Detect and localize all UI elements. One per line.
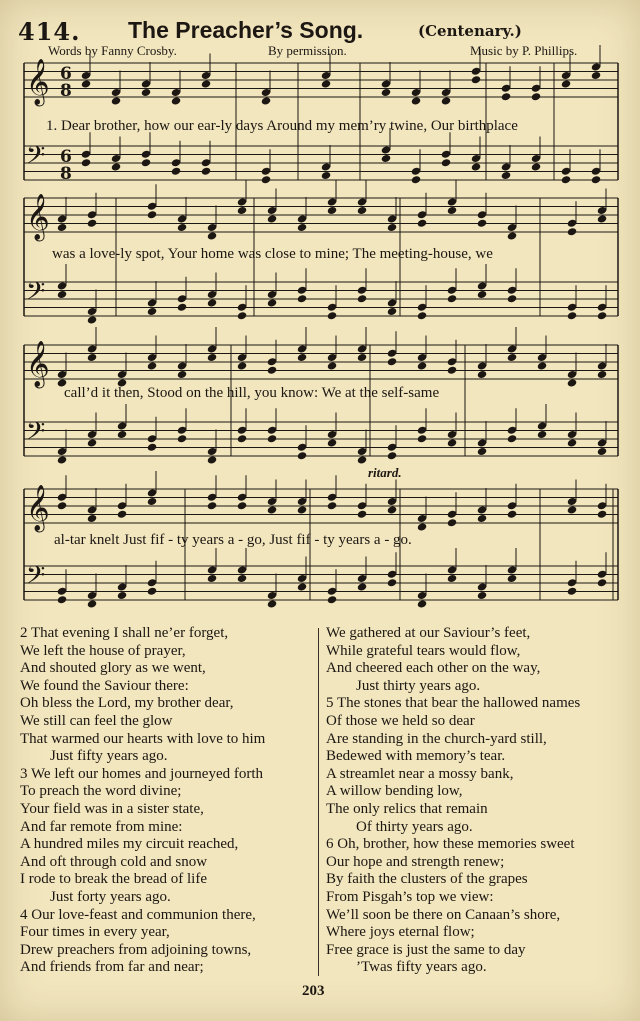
note-head xyxy=(87,315,98,324)
note-head xyxy=(177,434,188,443)
note-head xyxy=(597,214,608,223)
note-head xyxy=(267,366,278,375)
note-head xyxy=(417,522,428,531)
note-head xyxy=(477,514,488,523)
note-head xyxy=(597,447,608,456)
note-head xyxy=(147,307,158,316)
note-head xyxy=(567,311,578,320)
note-head xyxy=(297,451,308,460)
note-head xyxy=(507,574,518,583)
verse-line: And shouted glory as we went, xyxy=(20,660,206,677)
lyric-line-2: was a love-ly spot, Your home was close to mine; The meeting-house, we xyxy=(52,246,493,262)
note-head xyxy=(567,505,578,514)
note-head xyxy=(237,434,248,443)
note-head xyxy=(297,294,308,303)
verse-line: A streamlet near a mossy bank, xyxy=(326,765,514,782)
note-head xyxy=(537,430,548,439)
verse-line: Just fifty years ago. xyxy=(50,748,168,765)
note-head xyxy=(357,582,368,591)
note-head xyxy=(297,353,308,362)
note-head xyxy=(381,88,392,97)
verse-line: 3 We left our homes and journeyed forth xyxy=(20,765,264,782)
note-head xyxy=(561,79,572,88)
note-head xyxy=(111,162,122,171)
verse-line: Where joys eternal flow; xyxy=(326,924,475,941)
treble-clef-icon: 𝄞 xyxy=(26,485,50,531)
note-head xyxy=(597,578,608,587)
note-head xyxy=(567,378,578,387)
ritard-marking: ritard. xyxy=(368,465,402,480)
treble-clef-icon: 𝄞 xyxy=(26,59,50,105)
note-head xyxy=(597,510,608,519)
verse-line: Our hope and strength renew; xyxy=(326,853,505,870)
verse-line: Four times in every year, xyxy=(20,924,170,941)
note-head xyxy=(477,290,488,299)
note-head xyxy=(201,167,212,176)
note-head xyxy=(321,171,332,180)
note-head xyxy=(171,96,182,105)
note-head xyxy=(237,361,248,370)
note-head xyxy=(327,206,338,215)
page-number: 203 xyxy=(302,983,325,999)
verse-line: Oh bless the Lord, my brother dear, xyxy=(20,695,234,712)
treble-clef-icon: 𝄞 xyxy=(26,341,50,387)
verse-line: Just forty years ago. xyxy=(50,888,171,905)
note-head xyxy=(507,434,518,443)
note-head xyxy=(147,587,158,596)
verse-line: ’Twas fifty years ago. xyxy=(356,959,487,976)
note-head xyxy=(387,223,398,232)
bass-clef-icon: 𝄢 xyxy=(26,277,46,312)
note-head xyxy=(537,361,548,370)
verse-line: 5 The stones that bear the hallowed names xyxy=(326,695,581,712)
verses-right-column xyxy=(326,625,626,977)
note-head xyxy=(357,294,368,303)
tune-name: (Centenary.) xyxy=(418,22,522,40)
note-head xyxy=(87,219,98,228)
music-credit: Music by P. Phillips. xyxy=(470,43,578,58)
verses-left-column xyxy=(20,625,310,977)
note-head xyxy=(207,574,218,583)
time-signature-top: 6 xyxy=(60,64,72,84)
note-head xyxy=(477,219,488,228)
note-head xyxy=(327,311,338,320)
verse-line: Your field was in a sister state, xyxy=(20,800,204,817)
verse-line: Drew preachers from adjoining towns, xyxy=(20,941,252,958)
note-head xyxy=(357,455,368,464)
note-head xyxy=(531,92,542,101)
note-head xyxy=(57,290,68,299)
note-head xyxy=(411,96,422,105)
note-head xyxy=(207,298,218,307)
note-head xyxy=(501,171,512,180)
note-head xyxy=(471,162,482,171)
note-head xyxy=(357,510,368,519)
bass-clef-icon: 𝄢 xyxy=(26,141,46,176)
note-head xyxy=(447,574,458,583)
note-head xyxy=(597,370,608,379)
verse-line: While grateful tears would flow, xyxy=(326,642,521,659)
note-head xyxy=(477,591,488,600)
note-head xyxy=(267,505,278,514)
note-head xyxy=(447,294,458,303)
verse-line: A hundred miles my circuit reached, xyxy=(20,836,239,853)
note-head xyxy=(207,231,218,240)
note-head xyxy=(87,353,98,362)
note-head xyxy=(147,210,158,219)
note-head xyxy=(597,311,608,320)
note-head xyxy=(411,175,422,184)
note-head xyxy=(81,79,92,88)
verse-line: 2 That evening I shall ne’er forget, xyxy=(20,625,229,641)
note-head xyxy=(57,455,68,464)
note-head xyxy=(327,501,338,510)
note-head xyxy=(261,96,272,105)
note-head xyxy=(417,361,428,370)
verse-line: We left the house of prayer, xyxy=(20,642,186,659)
note-head xyxy=(267,214,278,223)
note-head xyxy=(177,223,188,232)
note-head xyxy=(87,514,98,523)
note-head xyxy=(297,505,308,514)
note-head xyxy=(507,353,518,362)
verse-line: A willow bending low, xyxy=(326,783,463,800)
note-head xyxy=(147,497,158,506)
verse-line: And oft through cold and snow xyxy=(20,853,208,870)
note-head xyxy=(387,578,398,587)
verse-line: By faith the clusters of the grapes xyxy=(326,871,528,888)
verse-line: The only relics that remain xyxy=(326,800,488,817)
note-head xyxy=(471,75,482,84)
verse-line: Are standing in the church-yard still, xyxy=(326,730,547,747)
verse-line: And far remote from mine: xyxy=(20,818,183,835)
note-head xyxy=(441,96,452,105)
treble-clef-icon: 𝄞 xyxy=(26,194,50,240)
note-head xyxy=(177,370,188,379)
note-head xyxy=(237,574,248,583)
verse-line: Of thirty years ago. xyxy=(356,818,473,835)
note-head xyxy=(387,451,398,460)
note-head xyxy=(507,510,518,519)
note-head xyxy=(567,587,578,596)
note-head xyxy=(381,154,392,163)
note-head xyxy=(417,599,428,608)
time-signature-top: 6 xyxy=(60,147,72,167)
note-head xyxy=(117,510,128,519)
note-head xyxy=(531,162,542,171)
note-head xyxy=(591,175,602,184)
lyric-line-1: 1. Dear brother, how our ear-ly days Around my mem’ry twine, Our birthplace xyxy=(46,118,518,134)
note-head xyxy=(387,307,398,316)
verse-line: Free grace is just the same to day xyxy=(326,941,526,958)
verse-line: That warmed our hearts with love to him xyxy=(20,730,266,747)
note-head xyxy=(57,223,68,232)
note-head xyxy=(57,595,68,604)
note-head xyxy=(207,455,218,464)
note-head xyxy=(447,206,458,215)
note-head xyxy=(237,206,248,215)
note-head xyxy=(201,79,212,88)
note-head xyxy=(141,88,152,97)
note-head xyxy=(447,518,458,527)
note-head xyxy=(321,79,332,88)
bass-clef-icon: 𝄢 xyxy=(26,417,46,452)
note-head xyxy=(507,231,518,240)
verse-line: To preach the word divine; xyxy=(20,783,182,800)
note-head xyxy=(567,438,578,447)
bass-clef-icon: 𝄢 xyxy=(26,561,46,596)
note-head xyxy=(87,438,98,447)
verse-line: Bedewed with memory’s tear. xyxy=(326,748,506,765)
verse-line: We found the Saviour there: xyxy=(20,677,189,694)
note-head xyxy=(207,353,218,362)
note-head xyxy=(387,357,398,366)
verse-line: We still can feel the glow xyxy=(20,712,173,729)
note-head xyxy=(267,298,278,307)
note-head xyxy=(207,501,218,510)
note-head xyxy=(447,438,458,447)
note-head xyxy=(441,158,452,167)
note-head xyxy=(327,361,338,370)
note-head xyxy=(417,311,428,320)
lyric-line-3: call’d it then, Stood on the hill, you know: We at the self-same xyxy=(64,385,440,401)
note-head xyxy=(417,219,428,228)
verse-line: I rode to break the bread of life xyxy=(20,871,207,888)
note-head xyxy=(261,175,272,184)
note-head xyxy=(417,434,428,443)
verse-line: We gathered at our Saviour’s feet, xyxy=(326,625,531,641)
note-head xyxy=(177,303,188,312)
verse-line: Of those we held so dear xyxy=(326,712,475,729)
note-head xyxy=(111,96,122,105)
note-head xyxy=(447,366,458,375)
note-head xyxy=(297,223,308,232)
verse-line: And friends from far and near; xyxy=(20,959,204,976)
note-head xyxy=(87,599,98,608)
verse-line: 6 Oh, brother, how these memories sweet xyxy=(326,836,575,853)
note-head xyxy=(387,505,398,514)
note-head xyxy=(147,443,158,452)
verse-line: And cheered each other on the way, xyxy=(326,660,541,677)
note-head xyxy=(81,158,92,167)
words-credit: Words by Fanny Crosby. xyxy=(48,43,177,58)
verse-line: From Pisgah’s top we view: xyxy=(326,888,494,905)
note-head xyxy=(357,353,368,362)
note-head xyxy=(327,595,338,604)
note-head xyxy=(267,599,278,608)
verse-line: Just thirty years ago. xyxy=(356,677,481,694)
time-signature-bottom: 8 xyxy=(60,164,72,184)
verse-line: We’ll soon be there on Canaan’s shore, xyxy=(326,906,561,923)
note-head xyxy=(327,438,338,447)
note-head xyxy=(507,294,518,303)
time-signature-bottom: 8 xyxy=(60,81,72,101)
hymn-title: The Preacher’s Song. xyxy=(128,17,364,43)
column-divider xyxy=(318,628,319,976)
permission-note: By permission. xyxy=(268,43,347,58)
note-head xyxy=(117,430,128,439)
note-head xyxy=(237,501,248,510)
note-head xyxy=(501,92,512,101)
note-head xyxy=(357,206,368,215)
note-head xyxy=(267,434,278,443)
note-head xyxy=(477,447,488,456)
hymn-number: 414. xyxy=(18,17,81,46)
note-head xyxy=(477,370,488,379)
note-head xyxy=(567,227,578,236)
note-head xyxy=(171,167,182,176)
lyric-line-4: al-tar knelt Just fif - ty years a - go, Just fif - ty years a - go. xyxy=(54,532,412,548)
note-head xyxy=(147,361,158,370)
note-head xyxy=(57,501,68,510)
note-head xyxy=(141,158,152,167)
note-head xyxy=(237,311,248,320)
verse-line: 4 Our love-feast and communion there, xyxy=(20,906,256,923)
note-head xyxy=(591,71,602,80)
note-head xyxy=(117,591,128,600)
note-head xyxy=(561,175,572,184)
note-head xyxy=(297,582,308,591)
